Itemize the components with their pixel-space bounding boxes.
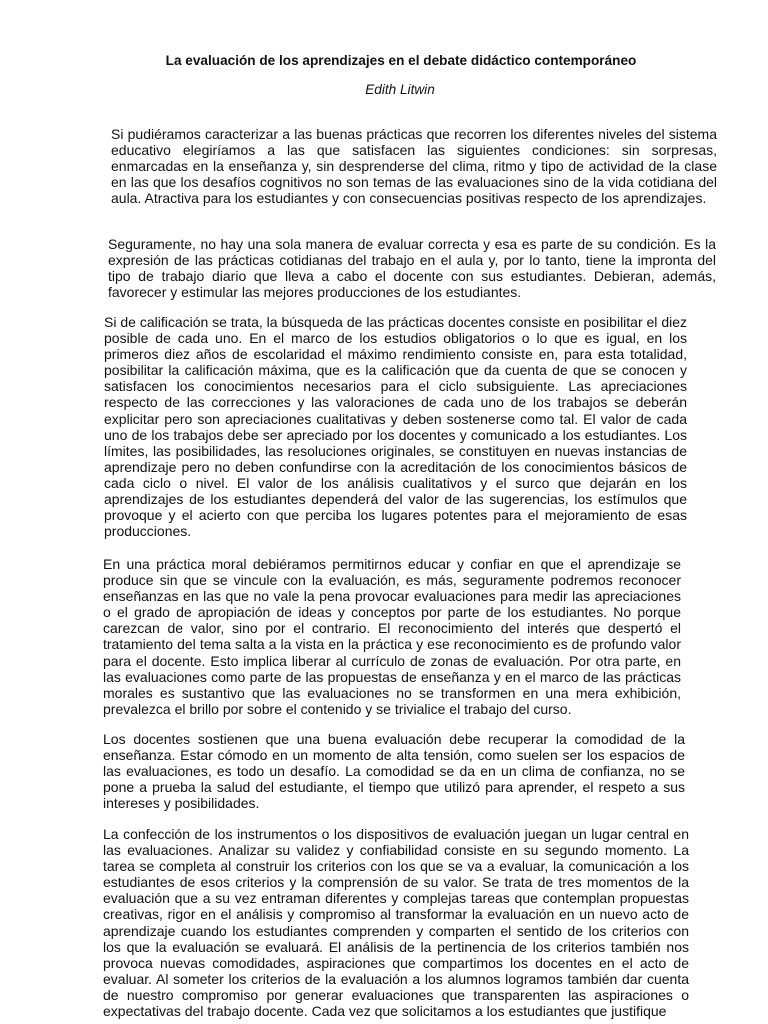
document-author: Edith Litwin — [365, 82, 435, 97]
document-title: La evaluación de los aprendizajes en el debate didáctico contemporáneo — [165, 53, 637, 68]
paragraph: Seguramente, no hay una sola manera de evaluar correcta y esa es parte de su condición. Es la expresión de las prácticas cotidianas del trabajo en el aula y, por lo tanto, tiene la impronta del tipo de trabajo diario que lleva a cabo el docente con sus estudiantes. Debieran, además, favorecer y estimular las mejores producciones de los estudiantes. — [108, 236, 716, 301]
paragraph: La confección de los instrumentos o los dispositivos de evaluación juegan un lugar central en las evaluaciones. Analizar su validez y confiabilidad consiste en su segundo momento. La tarea se completa al construir los criterios con los que se va a evaluar, la comunicación a los estudiantes de esos criterios y la comprensión de su valor. Se trata de tres momentos de la evaluación que a su vez entraman diferentes y complejas tareas que contemplan propuestas creativas, rigor en el análisis y compromiso al transformar la evaluación en un nuevo acto de aprendizaje cuando los estudiantes comprenden y comparten el sentido de los criterios con los que la evaluación se evaluará. El análisis de la pertinencia de los criterios también nos provoca nuevas comodidades, aspiraciones que compartimos los docentes en el acto de evaluar. Al someter los criterios de la evaluación a los alumnos logramos también dar cuenta de nuestro compromiso por generar evaluaciones que transparenten las aspiraciones o expectativas del trabajo docente. Cada vez que solicitamos a los estudiantes que justifique — [103, 826, 689, 1020]
paragraph: Si pudiéramos caracterizar a las buenas prácticas que recorren los diferentes niveles del sistema educativo elegiríamos a las que satisfacen las siguientes condiciones: sin sorpresas, enmarcadas en la enseñanza y, sin desprenderse del clima, ritmo y tipo de actividad de la clase en las que los desafíos cognitivos no son temas de las evaluaciones sino de la vida cotidiana del aula. Atractiva para los estudiantes y con consecuencias positivas respecto de los aprendizajes. — [111, 126, 717, 207]
paragraph: Si de calificación se trata, la búsqueda de las prácticas docentes consiste en posibilitar el diez posible de cada uno. En el marco de los estudios obligatorios o lo que es igual, en los primeros diez años de escolaridad el máximo rendimiento consiste en, para esta totalidad, posibilitar la calificación máxima, que es la calificación que da cuenta de que se conocen y satisfacen los conocimientos necesarios para el ciclo subsiguiente. Las apreciaciones respecto de las correcciones y las valoraciones de cada uno de los trabajos se deberán explicitar pero son apreciaciones cualitativas y deben sostenerse como tal. El valor de cada uno de los trabajos debe ser apreciado por los docentes y comunicado a los estudiantes. Los límites, las posibilidades, las resoluciones originales, se constituyen en nuevas instancias de aprendizaje pero no deben confundirse con la acreditación de los conocimientos básicos de cada ciclo o nivel. El valor de los análisis cualitativos y el surco que dejarán en los aprendizajes de los estudiantes dependerá del valor de las sugerencias, los estímulos que provoque y el acierto con que perciba los lugares potentes para el mejoramiento de esas producciones. — [104, 314, 687, 540]
paragraph: En una práctica moral debiéramos permitirnos educar y confiar en que el aprendizaje se produce sin que se vincule con la evaluación, es más, seguramente podremos reconocer enseñanzas en las que no vale la pena provocar evaluaciones para medir las apreciaciones o el grado de apropiación de ideas y conceptos por parte de los estudiantes. No porque carezcan de valor, sino por el contrario. El reconocimiento del interés que despertó el tratamiento del tema salta a la vista en la práctica y ese reconocimiento es de profundo valor para el docente. Esto implica liberar al currículo de zonas de evaluación. Por otra parte, en las evaluaciones como parte de las propuestas de enseñanza y en el marco de las prácticas morales es sustantivo que las evaluaciones no se transformen en una mera exhibición, prevalezca el brillo por sobre el contenido y se trivialice el trabajo del curso. — [103, 556, 681, 717]
paragraph: Los docentes sostienen que una buena evaluación debe recuperar la comodidad de la enseñanza. Estar cómodo en un momento de alta tensión, como suelen ser los espacios de las evaluaciones, es todo un desafío. La comodidad se da en un clima de confianza, no se pone a prueba la salud del estudiante, el tiempo que utilizó para aprender, el respeto a sus intereses y posibilidades. — [103, 731, 685, 812]
